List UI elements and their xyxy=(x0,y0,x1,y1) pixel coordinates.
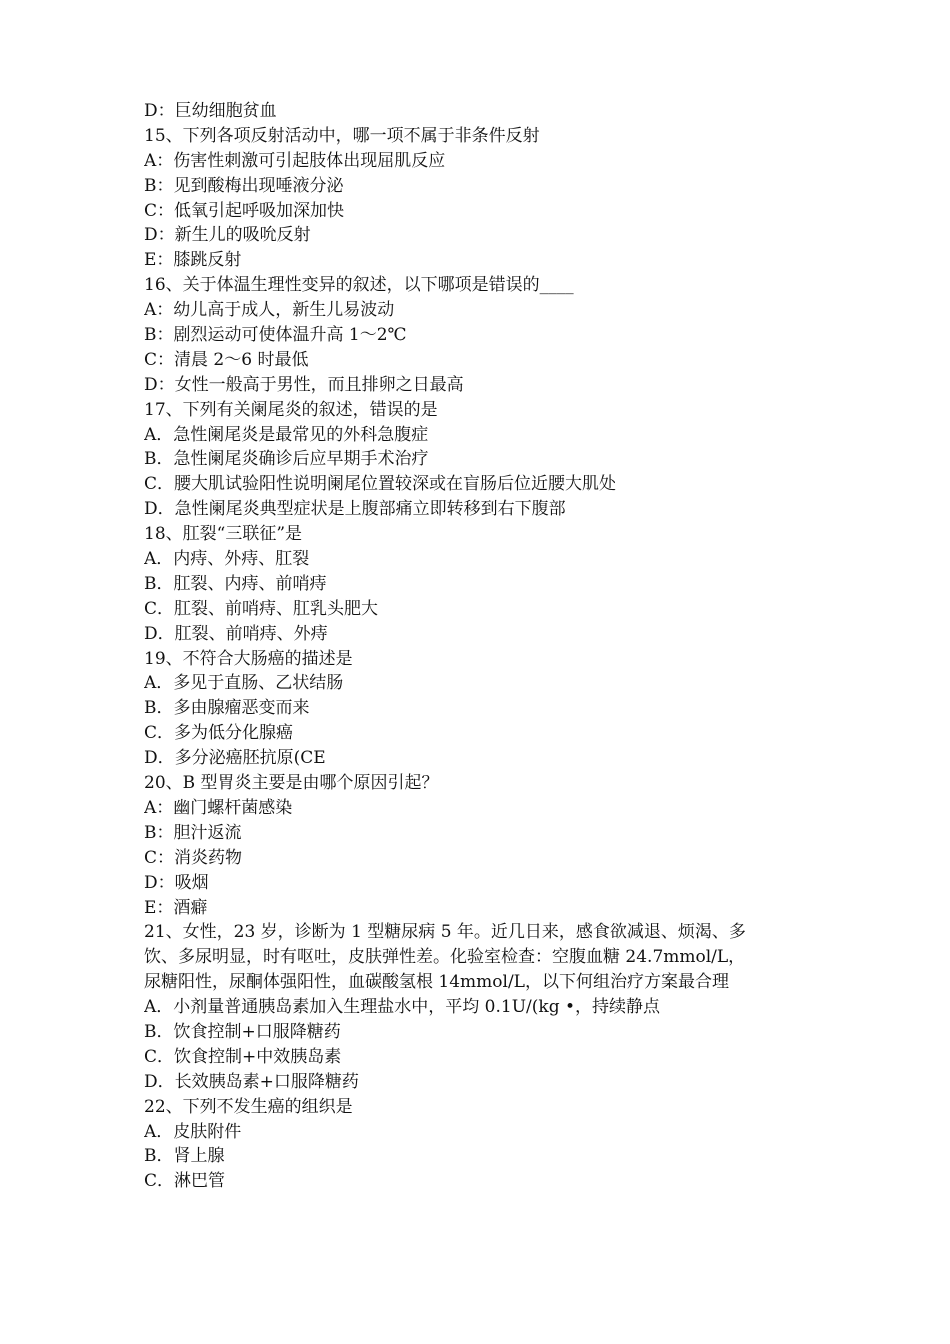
option-line: D．多分泌癌胚抗原(CE xyxy=(144,748,326,769)
option-line: A．急性阑尾炎是最常见的外科急腹症 xyxy=(144,424,429,445)
option-line: D：吸烟 xyxy=(144,872,209,893)
option-line: B．肾上腺 xyxy=(144,1146,225,1167)
question-19: 19、不符合大肠癌的描述是 xyxy=(144,648,353,669)
option-line: B．急性阑尾炎确诊后应早期手术治疗 xyxy=(144,449,429,470)
option-line: C．肛裂、前哨痔、肛乳头肥大 xyxy=(144,598,379,619)
option-line: C：消炎药物 xyxy=(144,847,243,868)
question-21-continued: 饮、多尿明显，时有呕吐，皮肤弹性差。化验室检查：空腹血糖 24.7mmol/L， xyxy=(144,947,746,968)
text-line: D：巨幼细胞贫血 xyxy=(144,101,277,121)
question-15: 15、下列各项反射活动中，哪一项不属于非条件反射 xyxy=(144,125,540,146)
question-21: 21、女性，23 岁，诊断为 1 型糖尿病 5 年。近几日来，感食欲减退、烦渴、多 xyxy=(144,922,746,943)
option-line: D：女性一般高于男性，而且排卵之日最高 xyxy=(144,374,464,395)
option-line: E：膝跳反射 xyxy=(144,250,242,271)
option-line: A：幼儿高于成人，新生儿易波动 xyxy=(144,300,395,321)
option-line: C．多为低分化腺癌 xyxy=(144,723,294,744)
option-line: C：清晨 2～6 时最低 xyxy=(144,349,309,370)
option-line: B．饮食控制+口服降糖药 xyxy=(144,1021,341,1042)
question-16: 16、关于体温生理性变异的叙述，以下哪项是错误的____ xyxy=(144,275,574,296)
option-line: B：胆汁返流 xyxy=(144,822,242,843)
question-20: 20、B 型胃炎主要是由哪个原因引起？ xyxy=(144,773,439,794)
document-body xyxy=(144,99,814,1194)
option-line: B．肛裂、内痔、前哨痔 xyxy=(144,573,327,594)
option-line: A：伤害性刺激可引起肢体出现屈肌反应 xyxy=(144,150,446,171)
option-line: C．淋巴管 xyxy=(144,1171,226,1192)
option-line: C．腰大肌试验阳性说明阑尾位置较深或在盲肠后位近腰大肌处 xyxy=(144,474,617,495)
option-line: D：新生儿的吸吮反射 xyxy=(144,225,311,246)
option-line: A．皮肤附件 xyxy=(144,1121,242,1142)
option-line: D．急性阑尾炎典型症状是上腹部痛立即转移到右下腹部 xyxy=(144,499,566,520)
option-line: B：剧烈运动可使体温升高 1～2℃ xyxy=(144,325,407,346)
option-line: A．小剂量普通胰岛素加入生理盐水中，平均 0.1U/(kg •，持续静点 xyxy=(144,997,661,1018)
question-17: 17、下列有关阑尾炎的叙述，错误的是 xyxy=(144,399,438,420)
option-line: B：见到酸梅出现唾液分泌 xyxy=(144,175,344,196)
option-line: A：幽门螺杆菌感染 xyxy=(144,797,293,818)
option-line: C．饮食控制+中效胰岛素 xyxy=(144,1046,342,1067)
question-22: 22、下列不发生癌的组织是 xyxy=(144,1096,353,1117)
option-line: A．内痔、外痔、肛裂 xyxy=(144,549,310,570)
option-line: D．肛裂、前哨痔、外痔 xyxy=(144,623,328,644)
question-18: 18、肛裂“三联征”是 xyxy=(144,524,303,545)
question-21-continued: 尿糖阳性，尿酮体强阳性，血碳酸氢根 14mmol/L，以下何组治疗方案最合理 xyxy=(144,972,729,993)
option-line: D．长效胰岛素+口服降糖药 xyxy=(144,1071,359,1092)
option-line: B．多由腺瘤恶变而来 xyxy=(144,698,310,719)
option-line: A．多见于直肠、乙状结肠 xyxy=(144,673,344,694)
option-line: C：低氧引起呼吸加深加快 xyxy=(144,200,345,221)
option-line: E：酒癖 xyxy=(144,897,208,918)
